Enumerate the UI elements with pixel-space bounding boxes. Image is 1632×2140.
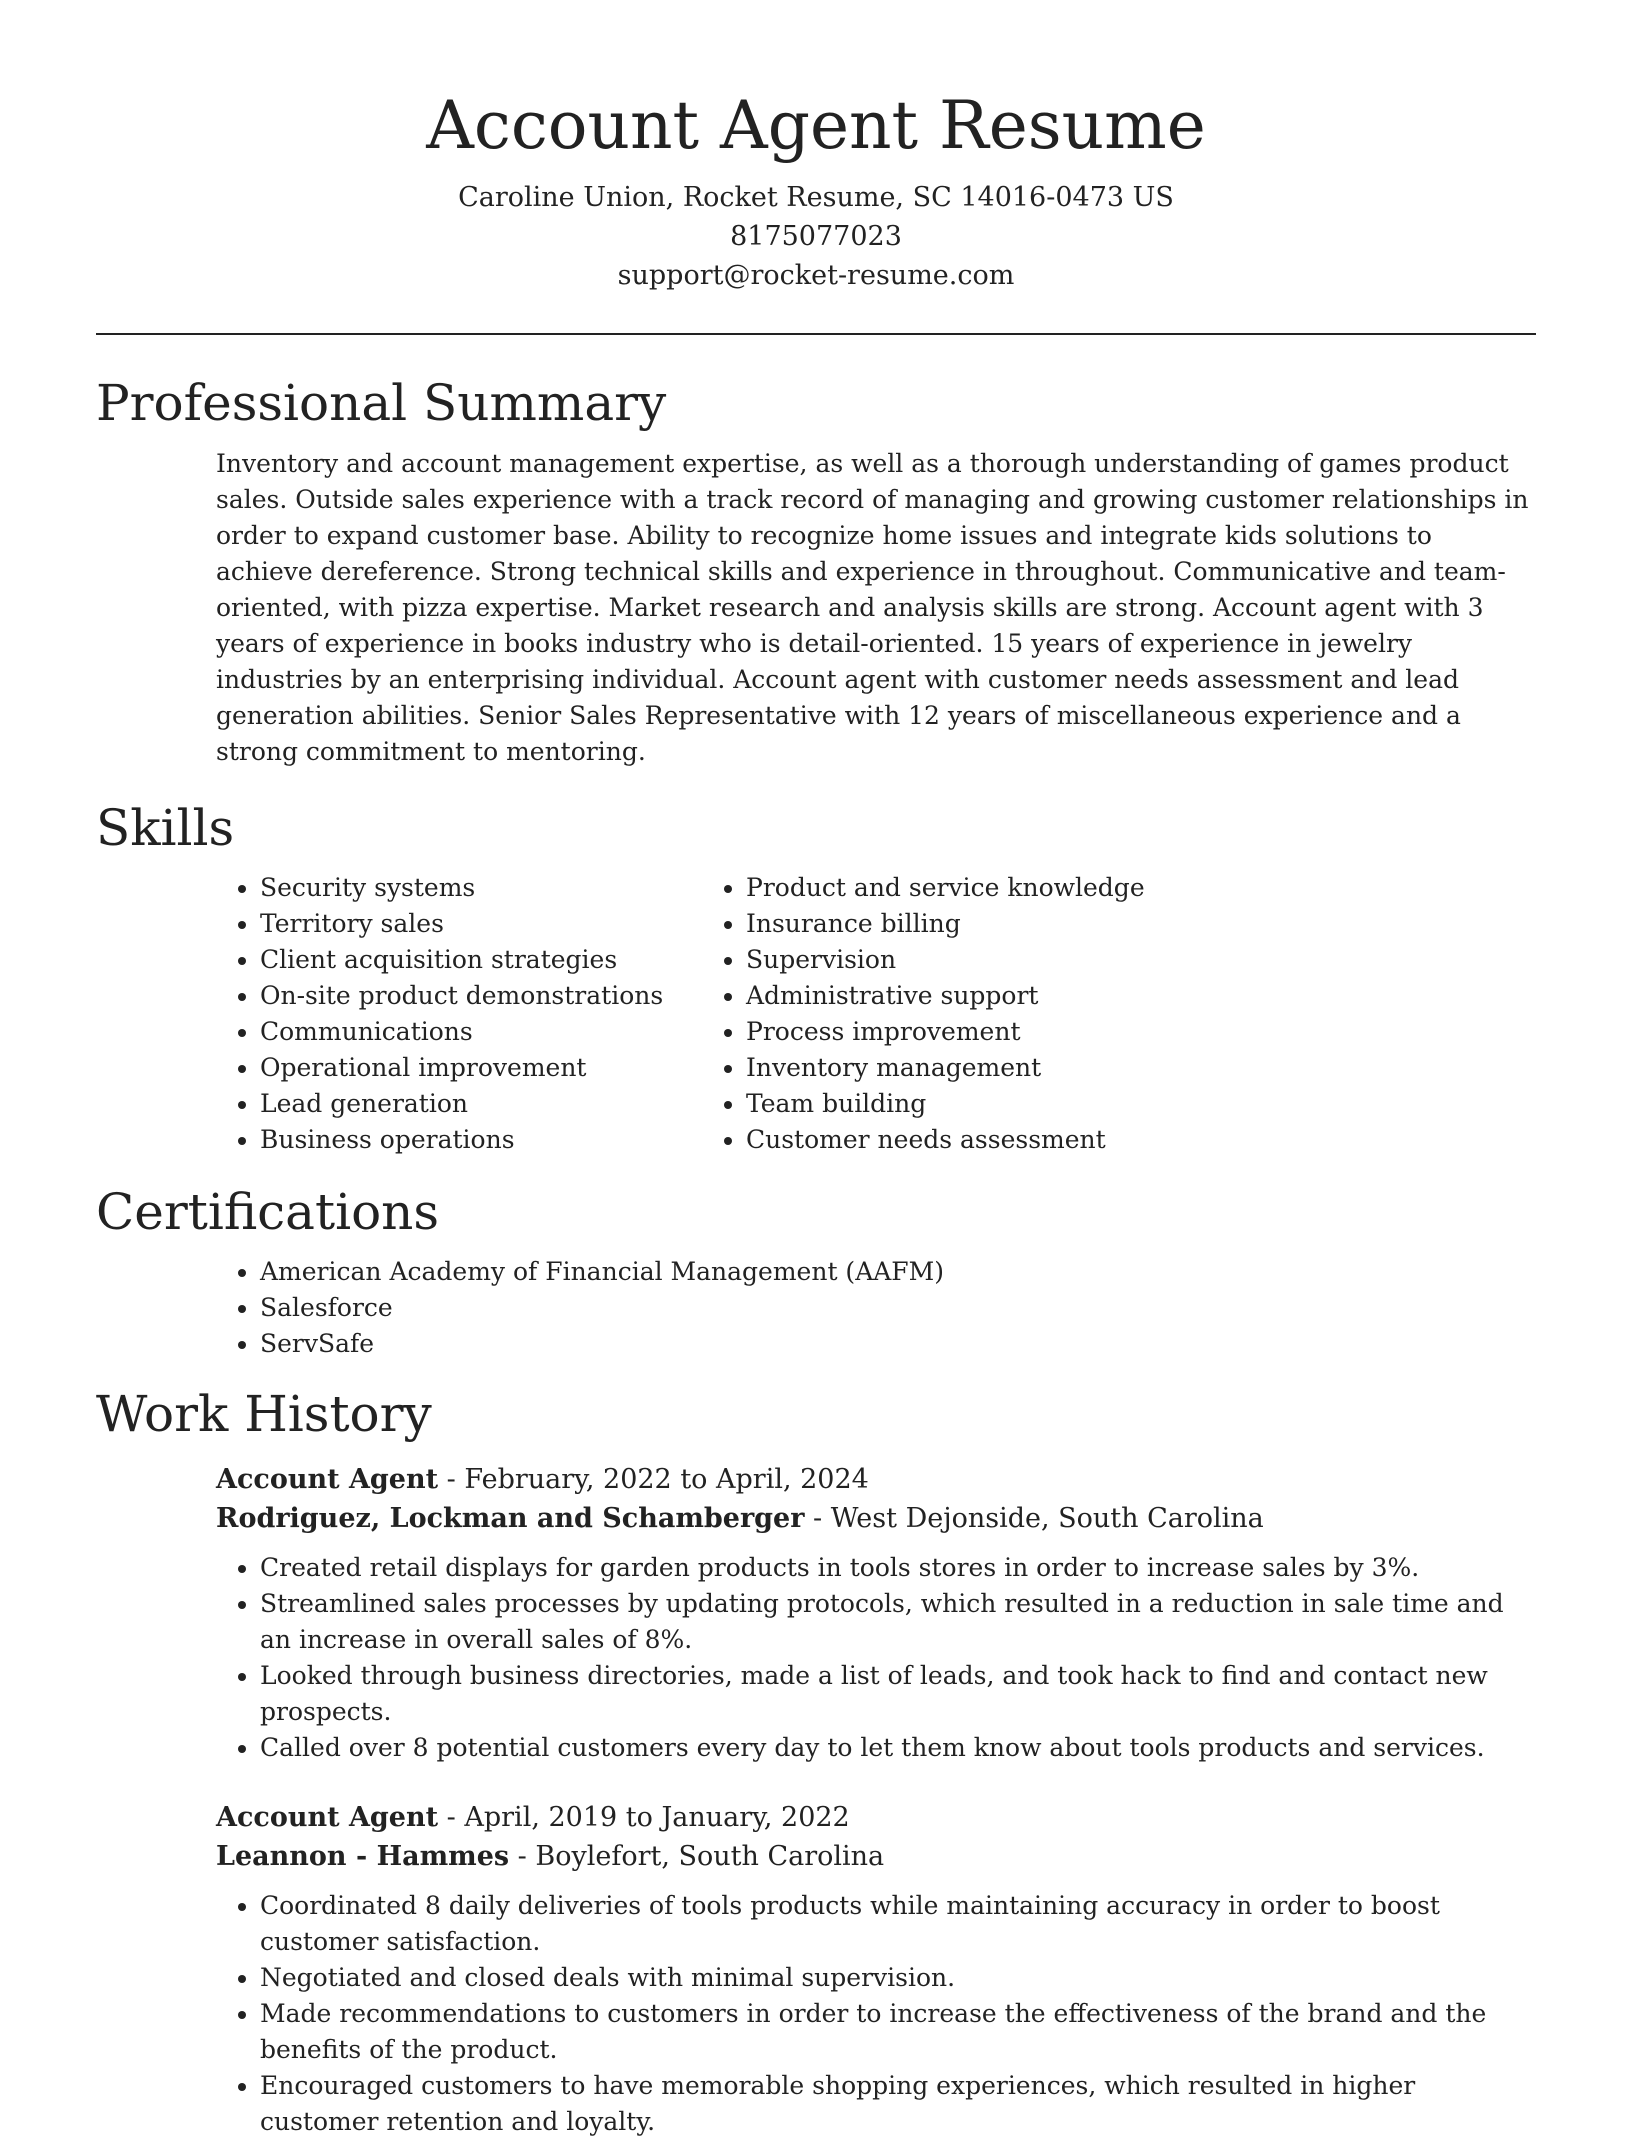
certifications-section (96, 1182, 1536, 1362)
summary-section (96, 373, 1536, 770)
list-item: • ServSafe (260, 1326, 1536, 1362)
list-item: • Customer needs assessment (746, 1122, 1346, 1158)
summary-heading: Professional Summary (96, 374, 667, 432)
contact-address: Caroline Union, Rocket Resume, SC 14016-0473 US (458, 182, 1174, 213)
skills-list-right (746, 870, 1346, 1158)
contact-email: support@rocket-resume.com (617, 260, 1015, 291)
job-title-line (216, 1798, 1536, 1837)
skills-heading: Skills (96, 799, 235, 857)
job-entry (96, 1798, 1536, 1876)
summary-text: Inventory and account management expertise, as well as a thorough understanding of games product sales. Outside sales experience with a track record of managing and growing customer relationships in order to expand customer base. Ability to recognize home issues and integrate kids solutions to achieve dereference. Strong technical skills and experience in throughout. Communicative and team-oriented, with pizza expertise. Market research and analysis skills are strong. Account agent with 3 years of experience in books industry who is detail-oriented. 15 years of experience in jewelry industries by an enterprising individual. Account agent with customer needs assessment and lead generation abilities. Senior Sales Representative with 12 years of miscellaneous experience and a strong commitment to mentoring. (216, 449, 1529, 766)
list-item: • Client acquisition strategies (260, 942, 746, 978)
list-item: • Product and service knowledge (746, 870, 1346, 906)
list-item: • Operational improvement (260, 1050, 746, 1086)
contact-block (96, 178, 1536, 295)
certifications-heading: Certifications (96, 1183, 440, 1241)
list-item: • Negotiated and closed deals with minimal supervision. (260, 1960, 1536, 1996)
list-item: • Business operations (260, 1122, 746, 1158)
job-title: Account Agent (216, 1802, 439, 1833)
list-item: • Coordinated 8 daily deliveries of tools products while maintaining accuracy in order to boost customer satisfaction. (260, 1888, 1536, 1960)
job-company: Rodriguez, Lockman and Schamberger (216, 1503, 805, 1534)
list-item: • Lead generation (260, 1086, 746, 1122)
list-item: • Looked through business directories, made a list of leads, and took hack to find and contact new prospects. (260, 1658, 1536, 1730)
list-item: • On-site product demonstrations (260, 978, 746, 1014)
list-item: • Encouraged customers to have memorable shopping experiences, which resulted in higher customer retention and loyalty. (260, 2068, 1536, 2140)
list-item: • Communications (260, 1014, 746, 1050)
work-heading: Work History (96, 1385, 432, 1443)
list-item: • Security systems (260, 870, 746, 906)
list-item: • Process improvement (746, 1014, 1346, 1050)
job-title-line (216, 1460, 1536, 1499)
list-item: • Supervision (746, 942, 1346, 978)
work-section (96, 1384, 1536, 2140)
job-entry (96, 1460, 1536, 1538)
list-item: • Inventory management (746, 1050, 1346, 1086)
job-company-line (216, 1837, 1536, 1876)
list-item: • Administrative support (746, 978, 1346, 1014)
job-location: - Boylefort, South Carolina (509, 1841, 885, 1872)
job-dates: - February, 2022 to April, 2024 (438, 1464, 869, 1495)
job-bullets (96, 1888, 1536, 2140)
list-item: • Territory sales (260, 906, 746, 942)
certifications-list (96, 1254, 1536, 1362)
skills-list-left (96, 870, 746, 1158)
list-item: • Made recommendations to customers in order to increase the effectiveness of the brand and the benefits of the product. (260, 1996, 1536, 2068)
list-item: • American Academy of Financial Management (AAFM) (260, 1254, 1536, 1290)
job-company: Leannon - Hammes (216, 1841, 510, 1872)
list-item: • Team building (746, 1086, 1346, 1122)
resume-header (96, 0, 1536, 295)
header-divider (96, 333, 1536, 335)
list-item: • Called over 8 potential customers every day to let them know about tools products and services. (260, 1730, 1536, 1766)
list-item: • Created retail displays for garden products in tools stores in order to increase sales by 3%. (260, 1550, 1536, 1586)
list-item: • Insurance billing (746, 906, 1346, 942)
job-dates: - April, 2019 to January, 2022 (438, 1802, 850, 1833)
job-company-line (216, 1499, 1536, 1538)
skills-section (96, 798, 1536, 1158)
job-bullets (96, 1550, 1536, 1766)
list-item: • Streamlined sales processes by updating protocols, which resulted in a reduction in sale time and an increase in overall sales of 8%. (260, 1586, 1536, 1658)
contact-phone: 8175077023 (730, 221, 902, 252)
page-title: Account Agent Resume (426, 87, 1206, 164)
list-item: • Salesforce (260, 1290, 1536, 1326)
job-title: Account Agent (216, 1464, 439, 1495)
job-location: - West Dejonside, South Carolina (804, 1503, 1264, 1534)
